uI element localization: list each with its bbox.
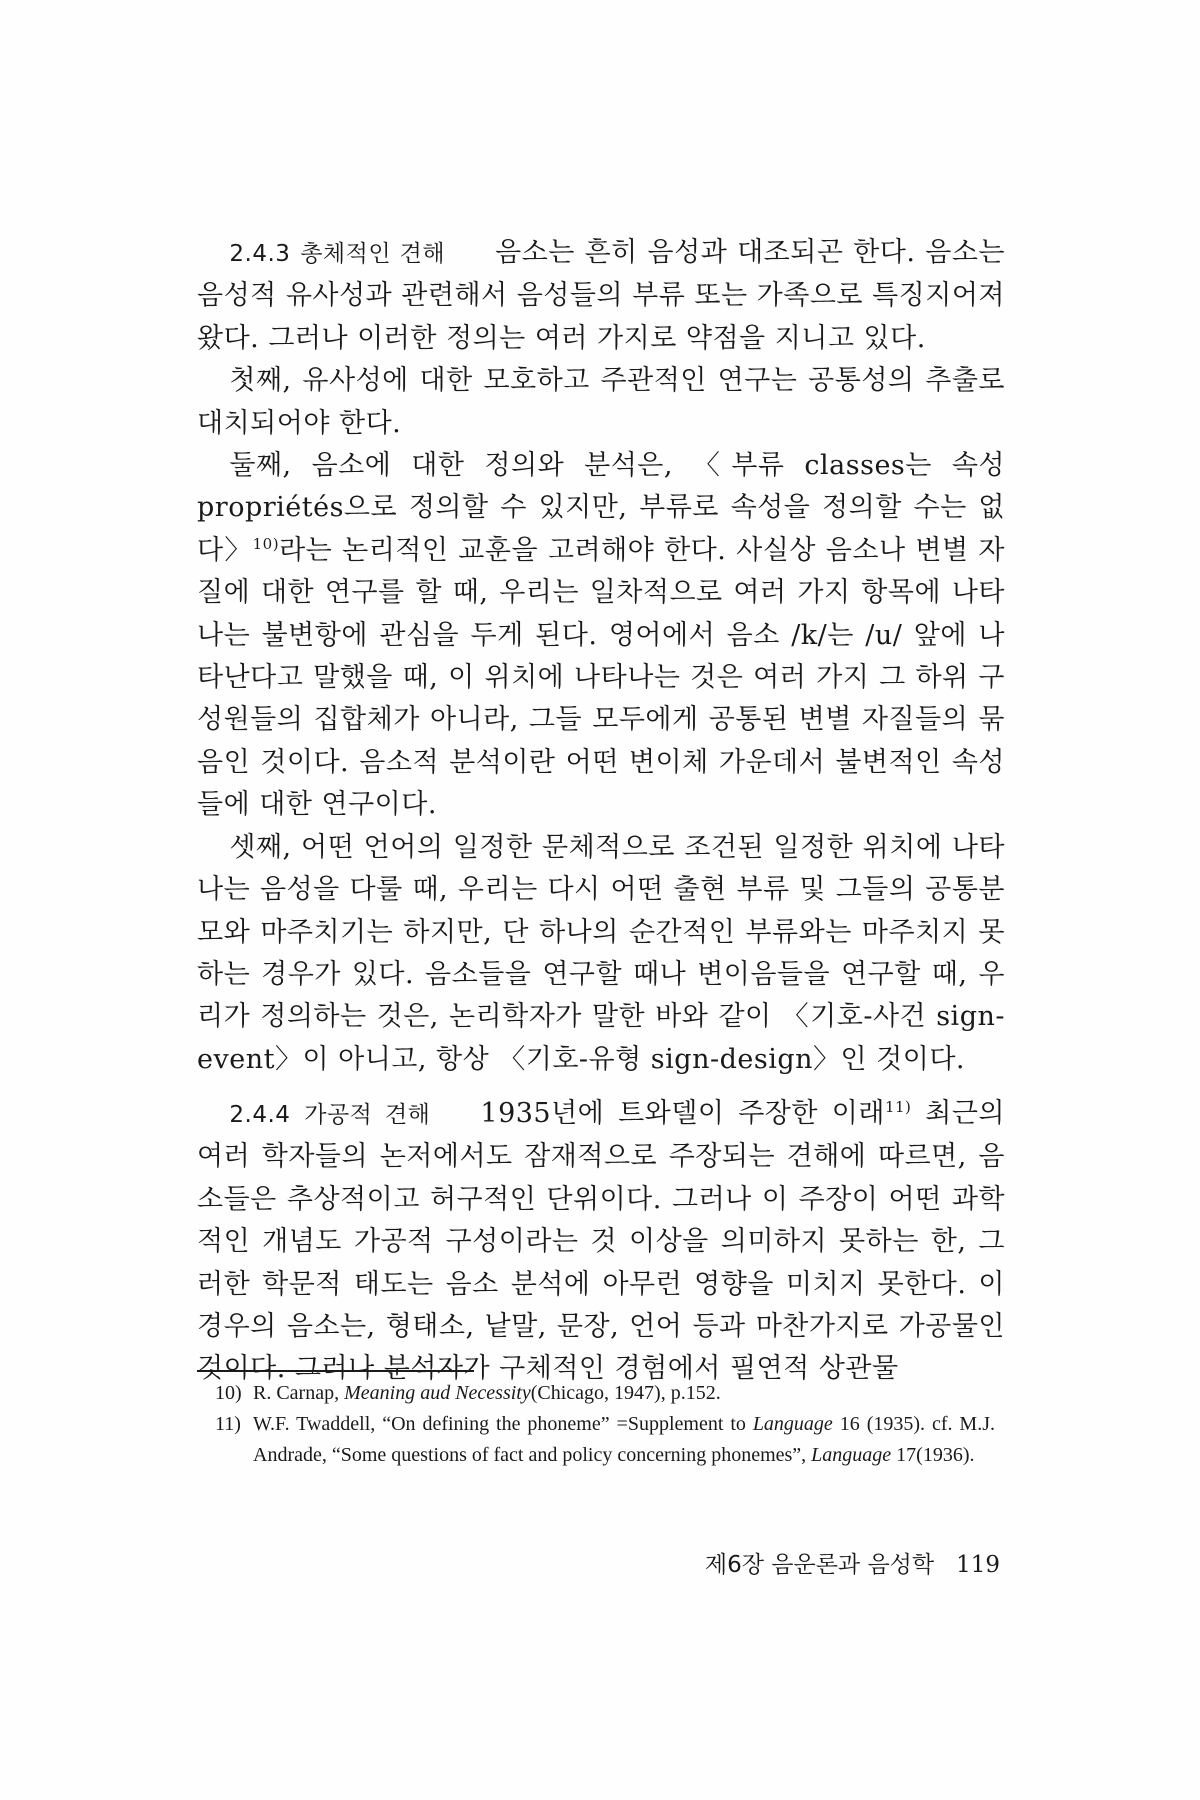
paragraph: [197, 232, 1005, 360]
footnote-ref: 11): [884, 1098, 912, 1116]
footnotes: [215, 1378, 995, 1471]
paragraph: [197, 1093, 1005, 1391]
paragraph-text: 라는 논리적인 교훈을 고려해야 한다. 사실상 음소나 변별 자질에 대한 연구를 할 때, 우리는 일차적으로 여러 가지 항목에 나타나는 불변항에 관심을 두게 된다. 영어에서 음소 /k/는 /u/ 앞에 나타난다고 말했을 때, 이 위치에 나타나는 것은 여러 가지 그 하위 구성원들의 집합체가 아니라, 그들 모두에게 공통된 변별 자질들의 묶음인 것이다. 음소적 분석이란 어떤 변이체 가운데서 불변적인 속성들에 대한 연구이다.: [197, 534, 1005, 821]
footnote-citation: W.F. Twaddell, “On defining the phoneme” =Supplement to: [253, 1413, 753, 1435]
paragraph: 셋째, 어떤 언어의 일정한 문체적으로 조건된 일정한 위치에 나타나는 음성을 다룰 때, 우리는 다시 어떤 출현 부류 및 그들의 공통분모와 마주치기는 하지만, 단 하나의 순간적인 부류와는 마주치지 못하는 경우가 있다. 음소들을 연구할 때나 변이음들을 연구할 때, 우리가 정의하는 것은, 논리학자가 말한 바와 같이 〈기호-사건 sign-event〉이 아니고, 항상 〈기호-유형 sign-design〉인 것이다.: [197, 831, 1005, 1075]
journal-title: Language: [752, 1413, 833, 1435]
paragraph: [197, 445, 1005, 827]
footnote-divider: [197, 1370, 474, 1372]
paragraph-text: 1935년에 트와델이 주장한 이래: [480, 1098, 885, 1129]
section-2-4-4: [197, 1093, 1005, 1391]
footnote-ref: 10): [252, 534, 280, 553]
section-number: 2.4.3: [229, 241, 291, 267]
journal-title: Language: [811, 1444, 892, 1466]
book-title: Meaning aud Necessity: [344, 1382, 531, 1404]
footnote: [215, 1409, 995, 1471]
footnote-number: 10): [215, 1382, 242, 1404]
section-2-4-3: [197, 232, 1005, 1081]
footnote-citation: (Chicago, 1947), p.152.: [530, 1382, 721, 1404]
footnote-citation: 16 (1935). cf. M.J. Andrade, “Some questions of fact and policy concerning phonemes”,: [253, 1413, 995, 1466]
section-number: 2.4.4: [229, 1102, 291, 1128]
footnote-number: 11): [215, 1413, 241, 1435]
footnote: [215, 1378, 995, 1409]
footnote-citation: R. Carnap,: [253, 1382, 345, 1404]
running-footer: [0, 1546, 1000, 1579]
footnote-text: [253, 1378, 995, 1409]
page-number: 119: [956, 1552, 1000, 1578]
section-title: 가공적 견해: [304, 1102, 431, 1128]
footnote-citation: 17(1936).: [891, 1444, 975, 1466]
section-title: 총체적인 견해: [300, 241, 446, 267]
paragraph-text: 음소는 흔히 음성과 대조되곤 한다. 음소는 음성적 유사성과 관련해서 음성들의 부류 또는 가족으로 특징지어져 왔다. 그러나 이러한 정의는 여러 가지로 약점을 지니고 있다.: [197, 237, 1005, 354]
paragraph: 첫째, 유사성에 대한 모호하고 주관적인 연구는 공통성의 추출로 대치되어야 한다.: [197, 365, 1005, 439]
paragraph-text: 둘째, 음소에 대한 정의와 분석은, 〈부류 classes는 속성 propriétés으로 정의할 수 있지만, 부류로 속성을 정의할 수는 없다〉: [197, 450, 1005, 566]
chapter-title: 제6장 음운론과 음성학: [704, 1552, 935, 1578]
footnote-text: [253, 1409, 995, 1471]
paragraph-text: 최근의 여러 학자들의 논저에서도 잠재적으로 주장되는 견해에 따르면, 음소들은 추상적이고 허구적인 단위이다. 그러나 이 주장이 어떤 과학적인 개념도 가공적 구성이라는 것 이상을 의미하지 못하는 한, 그러한 학문적 태도는 음소 분석에 아무런 영향을 미치지 못한다. 이 경우의 음소는, 형태소, 낱말, 문장, 언어 등과 마찬가지로 가공물인 것이다. 그러나 분석자가 구체적인 경험에서 필연적 상관물: [197, 1098, 1005, 1385]
